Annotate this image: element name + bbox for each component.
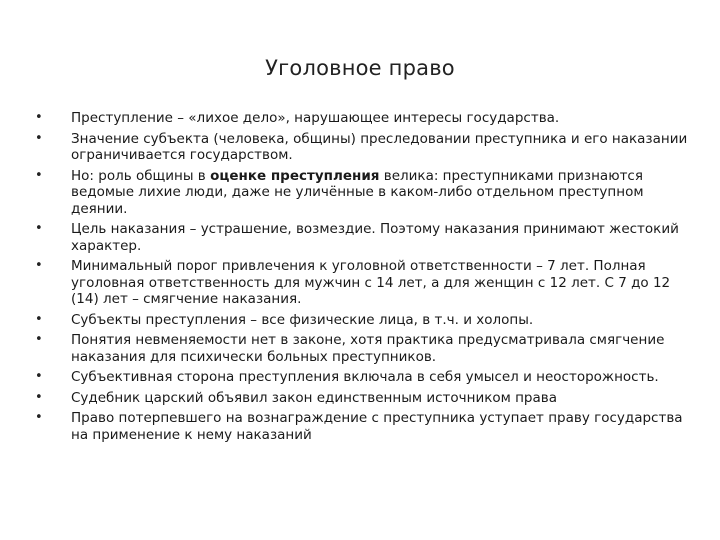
- bullet-icon: •: [35, 410, 43, 425]
- bullet-item: [35, 390, 690, 407]
- bullet-icon: •: [35, 110, 43, 125]
- bullet-item: [35, 131, 690, 164]
- bullet-text: Субъекты преступления – все физические лица, в т.ч. и холопы.: [71, 311, 534, 328]
- bullet-icon: •: [35, 311, 43, 327]
- bullet-list: [35, 110, 690, 447]
- bullet-icon: •: [35, 258, 43, 273]
- bullet-text: Понятия невменяемости нет в законе, хотя практика предусматривала смягчение наказания для психически больных преступников.: [71, 332, 665, 365]
- bullet-icon: •: [35, 389, 43, 405]
- bullet-text: Право потерпевшего на вознаграждение с преступника уступает праву государства на применение к нему наказаний: [71, 410, 683, 443]
- bullet-icon: •: [35, 130, 43, 146]
- bullet-text: Но: роль общины в оценке преступления велика: преступниками признаются ведомые лихие люди, даже не уличённые в каком-либо отдельном преступном деянии.: [71, 167, 644, 217]
- bullet-item: [35, 332, 690, 365]
- bullet-icon: •: [35, 332, 43, 347]
- bullet-item: [35, 221, 690, 254]
- bullet-text: Преступление – «лихое дело», нарушающее интересы государства.: [71, 110, 560, 126]
- bullet-icon: •: [35, 369, 43, 384]
- bullet-icon: •: [35, 167, 43, 183]
- bullet-item: [35, 312, 690, 329]
- bullet-text: Значение субъекта (человека, общины) преследовании преступника и его наказании ограничивается государством.: [71, 130, 688, 163]
- bullet-text: Субъективная сторона преступления включала в себя умысел и неосторожность.: [71, 369, 659, 385]
- bullet-item: [35, 369, 690, 386]
- bullet-item: [35, 410, 690, 443]
- bullet-icon: •: [35, 221, 43, 236]
- bullet-item: [35, 168, 690, 218]
- bullet-text: Судебник царский объявил закон единственным источником права: [71, 389, 558, 406]
- slide-title: Уголовное право: [265, 56, 455, 80]
- bullet-item: [35, 110, 690, 127]
- bullet-text: Минимальный порог привлечения к уголовной ответственности – 7 лет. Полная уголовная ответственность для мужчин с 14 лет, а для женщин с 12 лет. С 7 до 12 (14) лет – смягчение наказания.: [71, 258, 671, 307]
- bullet-text: Цель наказания – устрашение, возмездие. Поэтому наказания принимают жестокий характер.: [71, 221, 679, 254]
- bullet-item: [35, 258, 690, 308]
